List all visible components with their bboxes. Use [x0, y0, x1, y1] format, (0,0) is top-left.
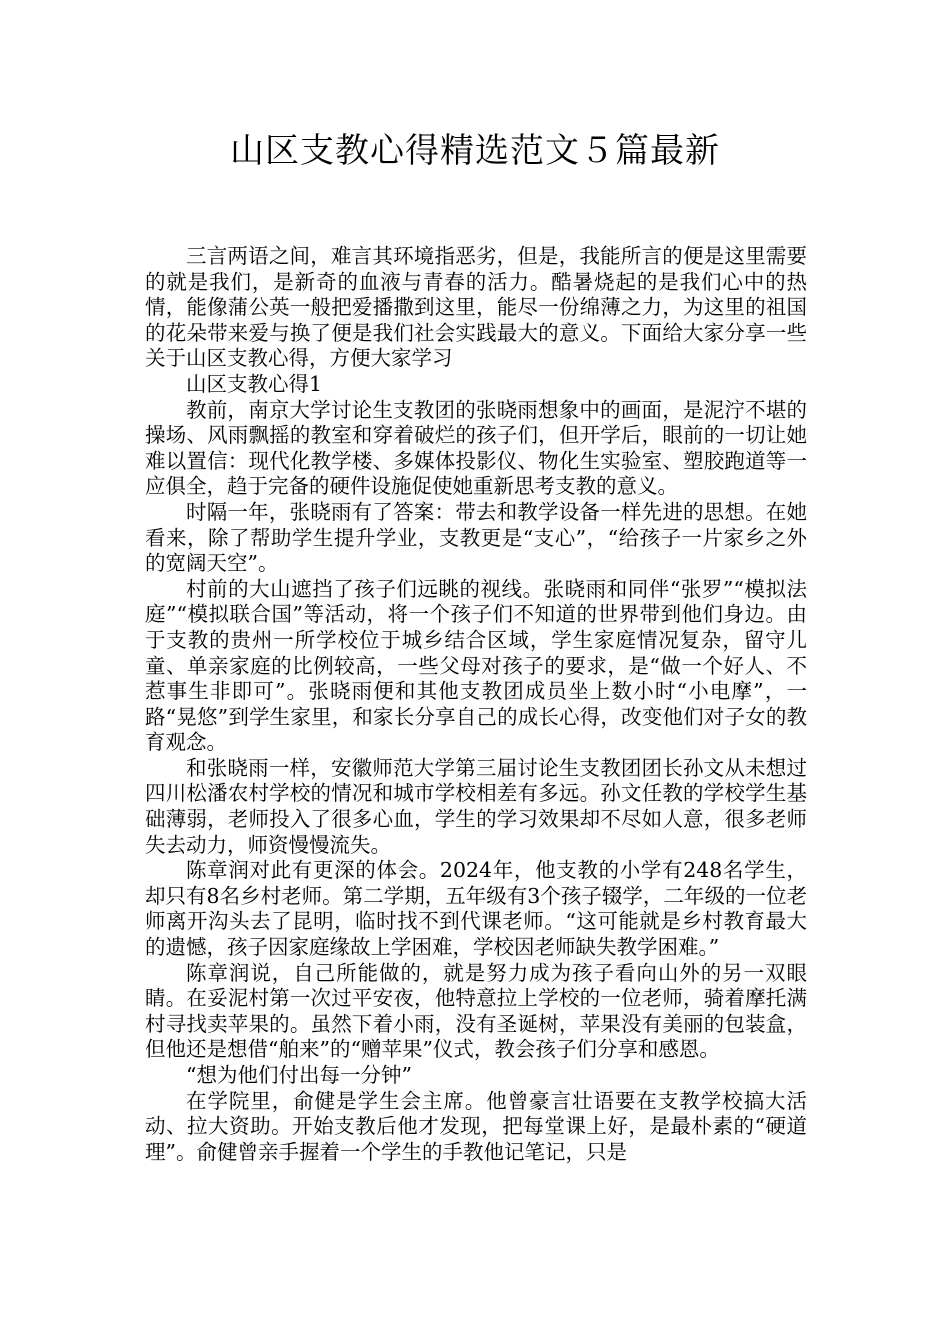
paragraph-intro: 三言两语之间，难言其环境指恶劣，但是，我能所言的便是这里需要的就是我们，是新奇的血液与青春的活力。酷暑烧起的是我们心中的热情，能像蒲公英一般把爱播撒到这里，能尽一份绵薄之力，为这里的祖国的花朵带来爱与换了便是我们社会实践最大的意义。下面给大家分享一些关于山区支教心得，方便大家学习: [145, 244, 807, 371]
paragraph: 在学院里，俞健是学生会主席。他曾豪言壮语要在支教学校搞大活动、拉大资助。开始支教后他才发现，把每堂课上好，是最朴素的“硬道理”。俞健曾亲手握着一个学生的手教他记笔记，只是: [145, 1088, 807, 1164]
paragraph: 和张晓雨一样，安徽师范大学第三届讨论生支教团团长孙文从未想过四川松潘农村学校的情况和城市学校相差有多远。孙文任教的学校学生基础薄弱，老师投入了很多心血，学生的学习效果却不尽如人意，很多老师失去动力，师资慢慢流失。: [145, 755, 807, 857]
document-title: 山区支教心得精选范文５篇最新: [230, 131, 720, 171]
document-body: [145, 244, 807, 1165]
paragraph: 教前，南京大学讨论生支教团的张晓雨想象中的画面，是泥泞不堪的操场、风雨飘摇的教室和穿着破烂的孩子们，但开学后，眼前的一切让她难以置信：现代化教学楼、多媒体投影仪、物化生实验室、塑胶跑道等一应俱全，趋于完备的硬件设施促使她重新思考支教的意义。: [145, 397, 807, 499]
paragraph: 陈章润说，自己所能做的，就是努力成为孩子看向山外的另一双眼睛。在妥泥村第一次过平安夜，他特意拉上学校的一位老师，骑着摩托满村寻找卖苹果的。虽然下着小雨，没有圣诞树，苹果没有美丽的包装盒，但他还是想借“舶来”的“赠苹果”仪式，教会孩子们分享和感恩。: [145, 960, 807, 1062]
section-heading-1: 山区支教心得1: [186, 371, 323, 396]
paragraph: 时隔一年，张晓雨有了答案：带去和教学设备一样先进的思想。在她看来，除了帮助学生提升学业，支教更是“支心”，“给孩子一片家乡之外的宽阔天空”。: [145, 499, 807, 576]
subheading-quote: “想为他们付出每一分钟”: [186, 1063, 412, 1087]
paragraph: 村前的大山遮挡了孩子们远眺的视线。张晓雨和同伴“张罗”“模拟法庭”“模拟联合国”等活动，将一个孩子们不知道的世界带到他们身边。由于支教的贵州一所学校位于城乡结合区域，学生家庭情况复杂，留守儿童、单亲家庭的比例较高，一些父母对孩子的要求，是“做一个好人、不惹事生非即可”。张晓雨便和其他支教团成员坐上数小时“小电摩”，一路“晃悠”到学生家里，和家长分享自己的成长心得，改变他们对子女的教育观念。: [145, 576, 807, 755]
paragraph: 陈章润对此有更深的体会。2024年，他支教的小学有248名学生，却只有8名乡村老师。第二学期，五年级有3个孩子辍学，二年级的一位老师离开沟头去了昆明，临时找不到代课老师。“这可能就是乡村教育最大的遗憾，孩子因家庭缘故上学困难，学校因老师缺失教学困难。”: [145, 858, 807, 960]
